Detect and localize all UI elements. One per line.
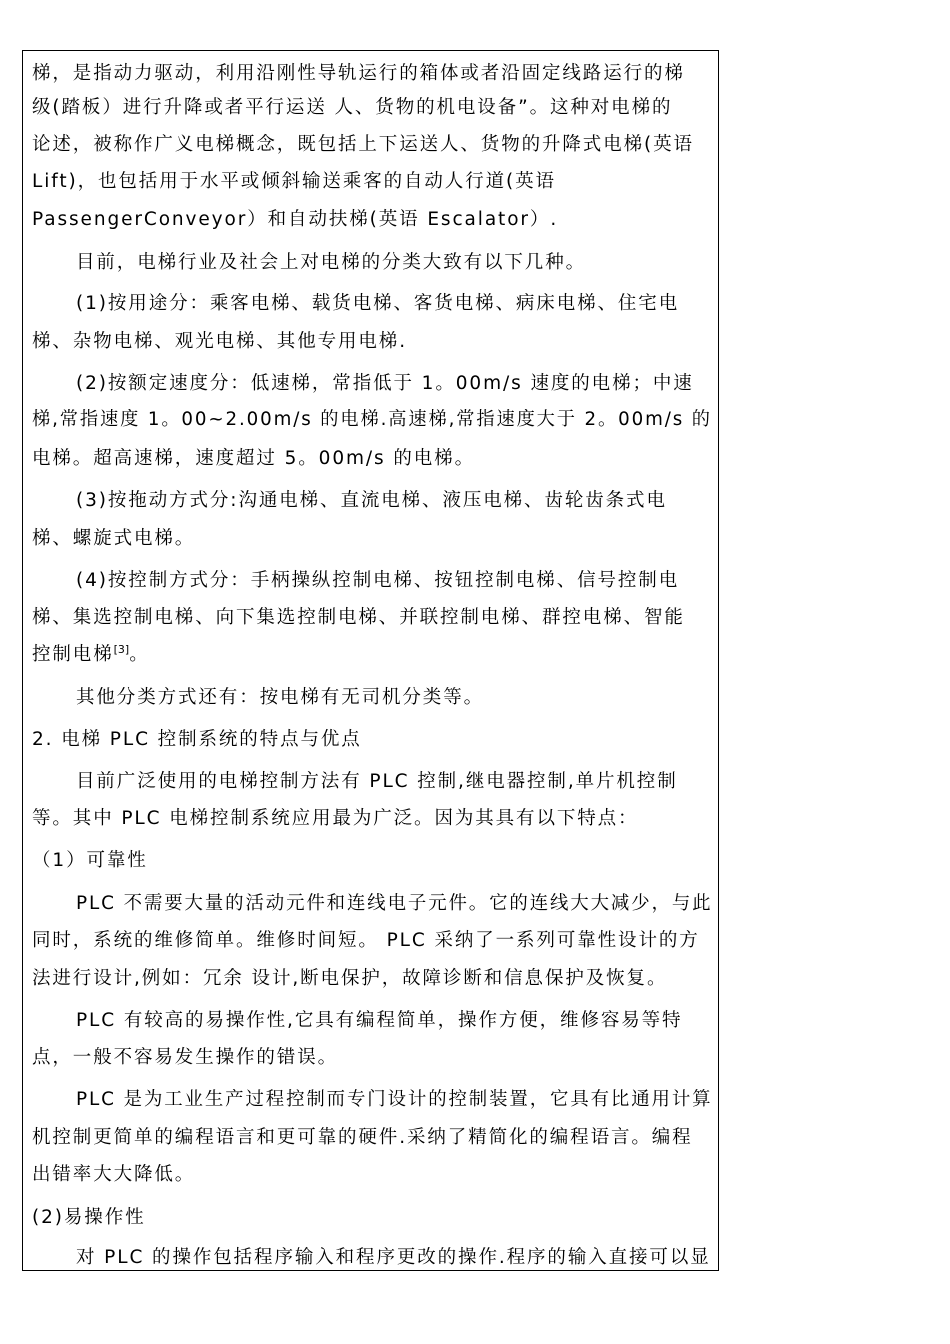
text-line: 出错率大大降低。 [32, 1164, 196, 1185]
text-line: 电梯。超高速梯，速度超过 5。00m/s 的电梯。 [32, 448, 475, 469]
paragraph-start: 对 PLC 的操作包括程序输入和程序更改的操作.程序的输入直接可以显 [76, 1247, 711, 1268]
text-segment: 控制电梯 [32, 644, 114, 665]
text-segment: 。 [129, 644, 150, 665]
text-line-with-reference [32, 643, 150, 667]
subsection-heading: (2)易操作性 [32, 1207, 146, 1228]
text-line: 点，一般不容易发生操作的错误。 [32, 1047, 339, 1068]
section-heading: 2. 电梯 PLC 控制系统的特点与优点 [32, 729, 362, 750]
paragraph-start: PLC 不需要大量的活动元件和连线电子元件。它的连线大大减少，与此 [76, 893, 713, 914]
paragraph-start: PLC 有较高的易操作性,它具有编程简单，操作方便，维修容易等特 [76, 1010, 683, 1031]
reference-mark: [3] [113, 642, 130, 656]
text-line: 同时，系统的维修简单。维修时间短。 PLC 采纳了一系列可靠性设计的方 [32, 930, 700, 951]
text-line: 级(踏板）进行升降或者平行运送 人、货物的机电设备”。这种对电梯的 [32, 97, 673, 118]
paragraph-start: PLC 是为工业生产过程控制而专门设计的控制装置，它具有比通用计算 [76, 1089, 713, 1110]
paragraph-start: 目前广泛使用的电梯控制方法有 PLC 控制,继电器控制,单片机控制 [76, 771, 678, 792]
text-line: 梯、集选控制电梯、向下集选控制电梯、并联控制电梯、群控电梯、智能 [32, 607, 685, 628]
text-line: 法进行设计,例如：冗余 设计,断电保护，故障诊断和信息保护及恢复。 [32, 968, 668, 989]
subsection-heading: （1）可靠性 [32, 850, 148, 871]
text-line: 机控制更简单的编程语言和更可靠的硬件.采纳了精简化的编程语言。编程 [32, 1127, 693, 1148]
list-item-control: (4)按控制方式分：手柄操纵控制电梯、按钮控制电梯、信号控制电 [76, 570, 680, 591]
text-line: PassengerConveyor）和自动扶梯(英语 Escalator）. [32, 209, 559, 230]
paragraph-start: 目前，电梯行业及社会上对电梯的分类大致有以下几种。 [76, 252, 587, 273]
paragraph-start: 其他分类方式还有：按电梯有无司机分类等。 [76, 687, 485, 708]
list-item-drive: (3)按拖动方式分:沟通电梯、直流电梯、液压电梯、齿轮齿条式电 [76, 490, 667, 511]
list-item-speed: (2)按额定速度分：低速梯，常指低于 1。00m/s 速度的电梯；中速 [76, 373, 694, 394]
text-line: 梯、螺旋式电梯。 [32, 528, 196, 549]
text-line: 梯，是指动力驱动，利用沿刚性导轨运行的箱体或者沿固定线路运行的梯 [32, 63, 685, 84]
text-line: Lift)，也包括用于水平或倾斜输送乘客的自动人行道(英语 [32, 171, 556, 192]
list-item-usage: (1)按用途分：乘客电梯、载货电梯、客货电梯、病床电梯、住宅电 [76, 293, 680, 314]
text-line: 等。其中 PLC 电梯控制系统应用最为广泛。因为其具有以下特点： [32, 808, 639, 829]
text-line: 论述，被称作广义电梯概念，既包括上下运送人、货物的升降式电梯(英语 [32, 134, 694, 155]
text-line: 梯,常指速度 1。00~2.00m/s 的电梯.高速梯,常指速度大于 2。00m/s 的 [32, 409, 712, 430]
page-frame [22, 50, 719, 1271]
text-line: 梯、杂物电梯、观光电梯、其他专用电梯. [32, 331, 407, 352]
